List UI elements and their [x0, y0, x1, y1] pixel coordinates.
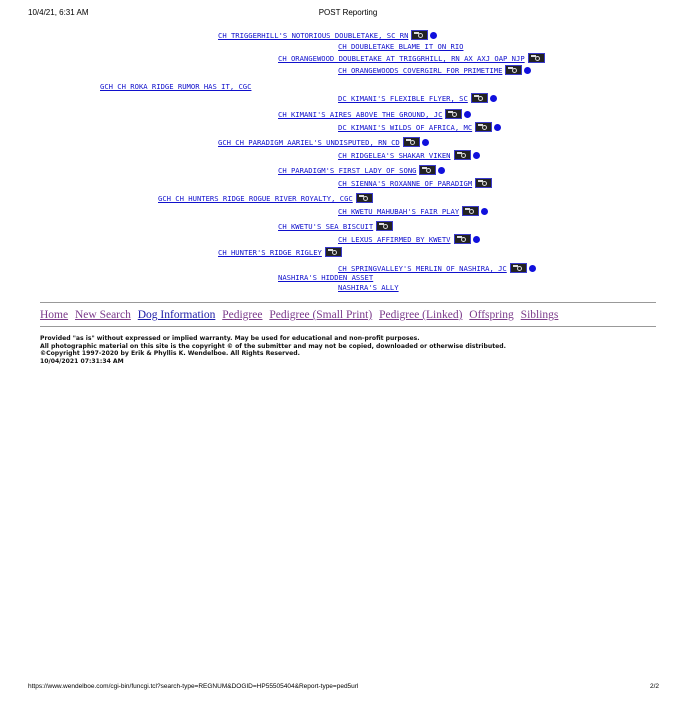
dog-name-link[interactable]: NASHIRA'S ALLY — [338, 283, 399, 292]
nav-offspring-link[interactable]: Offspring — [469, 309, 514, 321]
disclaimer-line: Provided "as is" without expressed or implied warranty. May be used for educational and non-profit purposes. — [40, 335, 420, 342]
pedigree-row — [278, 165, 445, 176]
pedigree-row — [338, 41, 464, 52]
dog-name-link[interactable]: CH TRIGGERHILL'S NOTORIOUS DOUBLETAKE, SC RN — [218, 31, 409, 40]
pedigree-row — [278, 53, 545, 64]
blue-dot-icon[interactable] — [473, 152, 480, 159]
dog-name-link[interactable]: GCH CH PARADIGM AARIEL'S UNDISPUTED, RN CD — [218, 138, 400, 147]
camera-icon[interactable] — [510, 263, 527, 273]
camera-icon[interactable] — [471, 93, 488, 103]
pedigree-row — [338, 93, 497, 104]
generated-timestamp: 10/04/2021 07:31:34 AM — [40, 357, 124, 365]
dog-name-link[interactable]: CH KIMANI'S AIRES ABOVE THE GROUND, JC — [278, 110, 443, 119]
nav-siblings-link[interactable]: Siblings — [520, 309, 559, 321]
dog-name-link[interactable]: CH DOUBLETAKE BLAME IT ON RIO — [338, 42, 464, 51]
dog-name-link[interactable]: CH ORANGEWOODS COVERGIRL FOR PRIMETIME — [338, 66, 503, 75]
blue-dot-icon[interactable] — [430, 32, 437, 39]
pedigree-row — [218, 137, 429, 148]
dog-name-link[interactable]: DC KIMANI'S FLEXIBLE FLYER, SC — [338, 94, 468, 103]
dog-name-link[interactable]: GCH CH ROKA RIDGE RUMOR HAS IT, CGC — [100, 82, 252, 91]
nav-bar — [40, 309, 562, 321]
site-copyright-line: ©Copyright 1997-2020 by Erik & Phyllis K. Wendelboe. All Rights Reserved. — [40, 350, 300, 358]
camera-icon[interactable] — [376, 221, 393, 231]
blue-dot-icon[interactable] — [473, 236, 480, 243]
blue-dot-icon[interactable] — [464, 111, 471, 118]
dog-name-link[interactable]: CH KWETU MAHUBAH'S FAIR PLAY — [338, 207, 460, 216]
blue-dot-icon[interactable] — [438, 167, 445, 174]
nav-home-link[interactable]: Home — [40, 309, 69, 321]
divider-bottom — [40, 326, 656, 327]
pedigree-row — [278, 221, 393, 232]
pedigree-row — [338, 150, 480, 161]
nav-pedigree-link[interactable]: Pedigree — [222, 309, 263, 321]
dog-name-link[interactable]: CH RIDGELEA'S SHAKAR VIKEN — [338, 151, 451, 160]
footer-page-number: 2/2 — [650, 683, 660, 690]
camera-icon[interactable] — [403, 137, 420, 147]
pedigree-row — [338, 122, 501, 133]
camera-icon[interactable] — [411, 30, 428, 40]
camera-icon[interactable] — [505, 65, 522, 75]
blue-dot-icon[interactable] — [422, 139, 429, 146]
camera-icon[interactable] — [445, 109, 462, 119]
blue-dot-icon[interactable] — [494, 124, 501, 131]
pedigree-row — [338, 65, 531, 76]
pedigree-row — [100, 81, 251, 92]
dog-name-link[interactable]: CH LEXUS AFFIRMED BY KWETV — [338, 235, 451, 244]
dog-name-link[interactable]: CH HUNTER'S RIDGE RIGLEY — [218, 248, 322, 257]
photo-copyright-line: All photographic material on this site is the copyright © of the submitter and may not be copied, downloaded or otherwise distributed. — [40, 342, 506, 350]
pedigree-row — [278, 109, 471, 120]
nav-pedigree-small-print-link[interactable]: Pedigree (Small Print) — [269, 309, 373, 321]
disclaimer-notice — [40, 335, 506, 365]
pedigree-row — [338, 206, 488, 217]
nav-new-search-link[interactable]: New Search — [74, 309, 131, 321]
camera-icon[interactable] — [454, 150, 471, 160]
dog-name-link[interactable]: CH KWETU'S SEA BISCUIT — [278, 222, 374, 231]
dog-name-link[interactable]: NASHIRA'S HIDDEN ASSET — [278, 273, 374, 282]
footer-url: https://www.wendelboe.com/cgi-bin/funcgi.tcl?search-type=REGNUM&DOGID=HP55505404&Report-type=ped5url — [28, 683, 359, 690]
dog-name-link[interactable]: DC KIMANI'S WILDS OF AFRICA, MC — [338, 123, 473, 132]
camera-icon[interactable] — [528, 53, 545, 63]
dog-name-link[interactable]: CH ORANGEWOOD DOUBLETAKE AT TRIGGRHILL, RN AX AXJ OAP NJP — [278, 54, 525, 63]
nav-pedigree-linked-link[interactable]: Pedigree (Linked) — [379, 309, 463, 321]
camera-icon[interactable] — [454, 234, 471, 244]
page-title: POST Reporting — [318, 8, 378, 17]
camera-icon[interactable] — [462, 206, 479, 216]
pedigree-row — [158, 193, 373, 204]
camera-icon[interactable] — [325, 247, 342, 257]
blue-dot-icon[interactable] — [529, 265, 536, 272]
camera-icon[interactable] — [419, 165, 436, 175]
blue-dot-icon[interactable] — [481, 208, 488, 215]
blue-dot-icon[interactable] — [490, 95, 497, 102]
dog-name-link[interactable]: GCH CH HUNTERS RIDGE ROGUE RIVER ROYALTY, CGC — [158, 194, 353, 203]
blue-dot-icon[interactable] — [524, 67, 531, 74]
nav-dog-information-link[interactable]: Dog Information — [137, 309, 216, 321]
pedigree-row — [338, 282, 399, 293]
pedigree-row — [218, 30, 437, 41]
dog-name-link[interactable]: CH PARADIGM'S FIRST LADY OF SONG — [278, 166, 417, 175]
dog-name-link[interactable]: CH SIENNA'S ROXANNE OF PARADIGM — [338, 179, 473, 188]
dog-name-link[interactable]: CH SPRINGVALLEY'S MERLIN OF NASHIRA, JC — [338, 264, 507, 273]
pedigree-row — [338, 234, 480, 245]
camera-icon[interactable] — [475, 122, 492, 132]
camera-icon[interactable] — [475, 178, 492, 188]
divider-top — [40, 302, 656, 303]
pedigree-row — [338, 178, 492, 189]
camera-icon[interactable] — [356, 193, 373, 203]
pedigree-row — [218, 247, 342, 258]
print-datetime: 10/4/21, 6:31 AM — [28, 8, 89, 17]
